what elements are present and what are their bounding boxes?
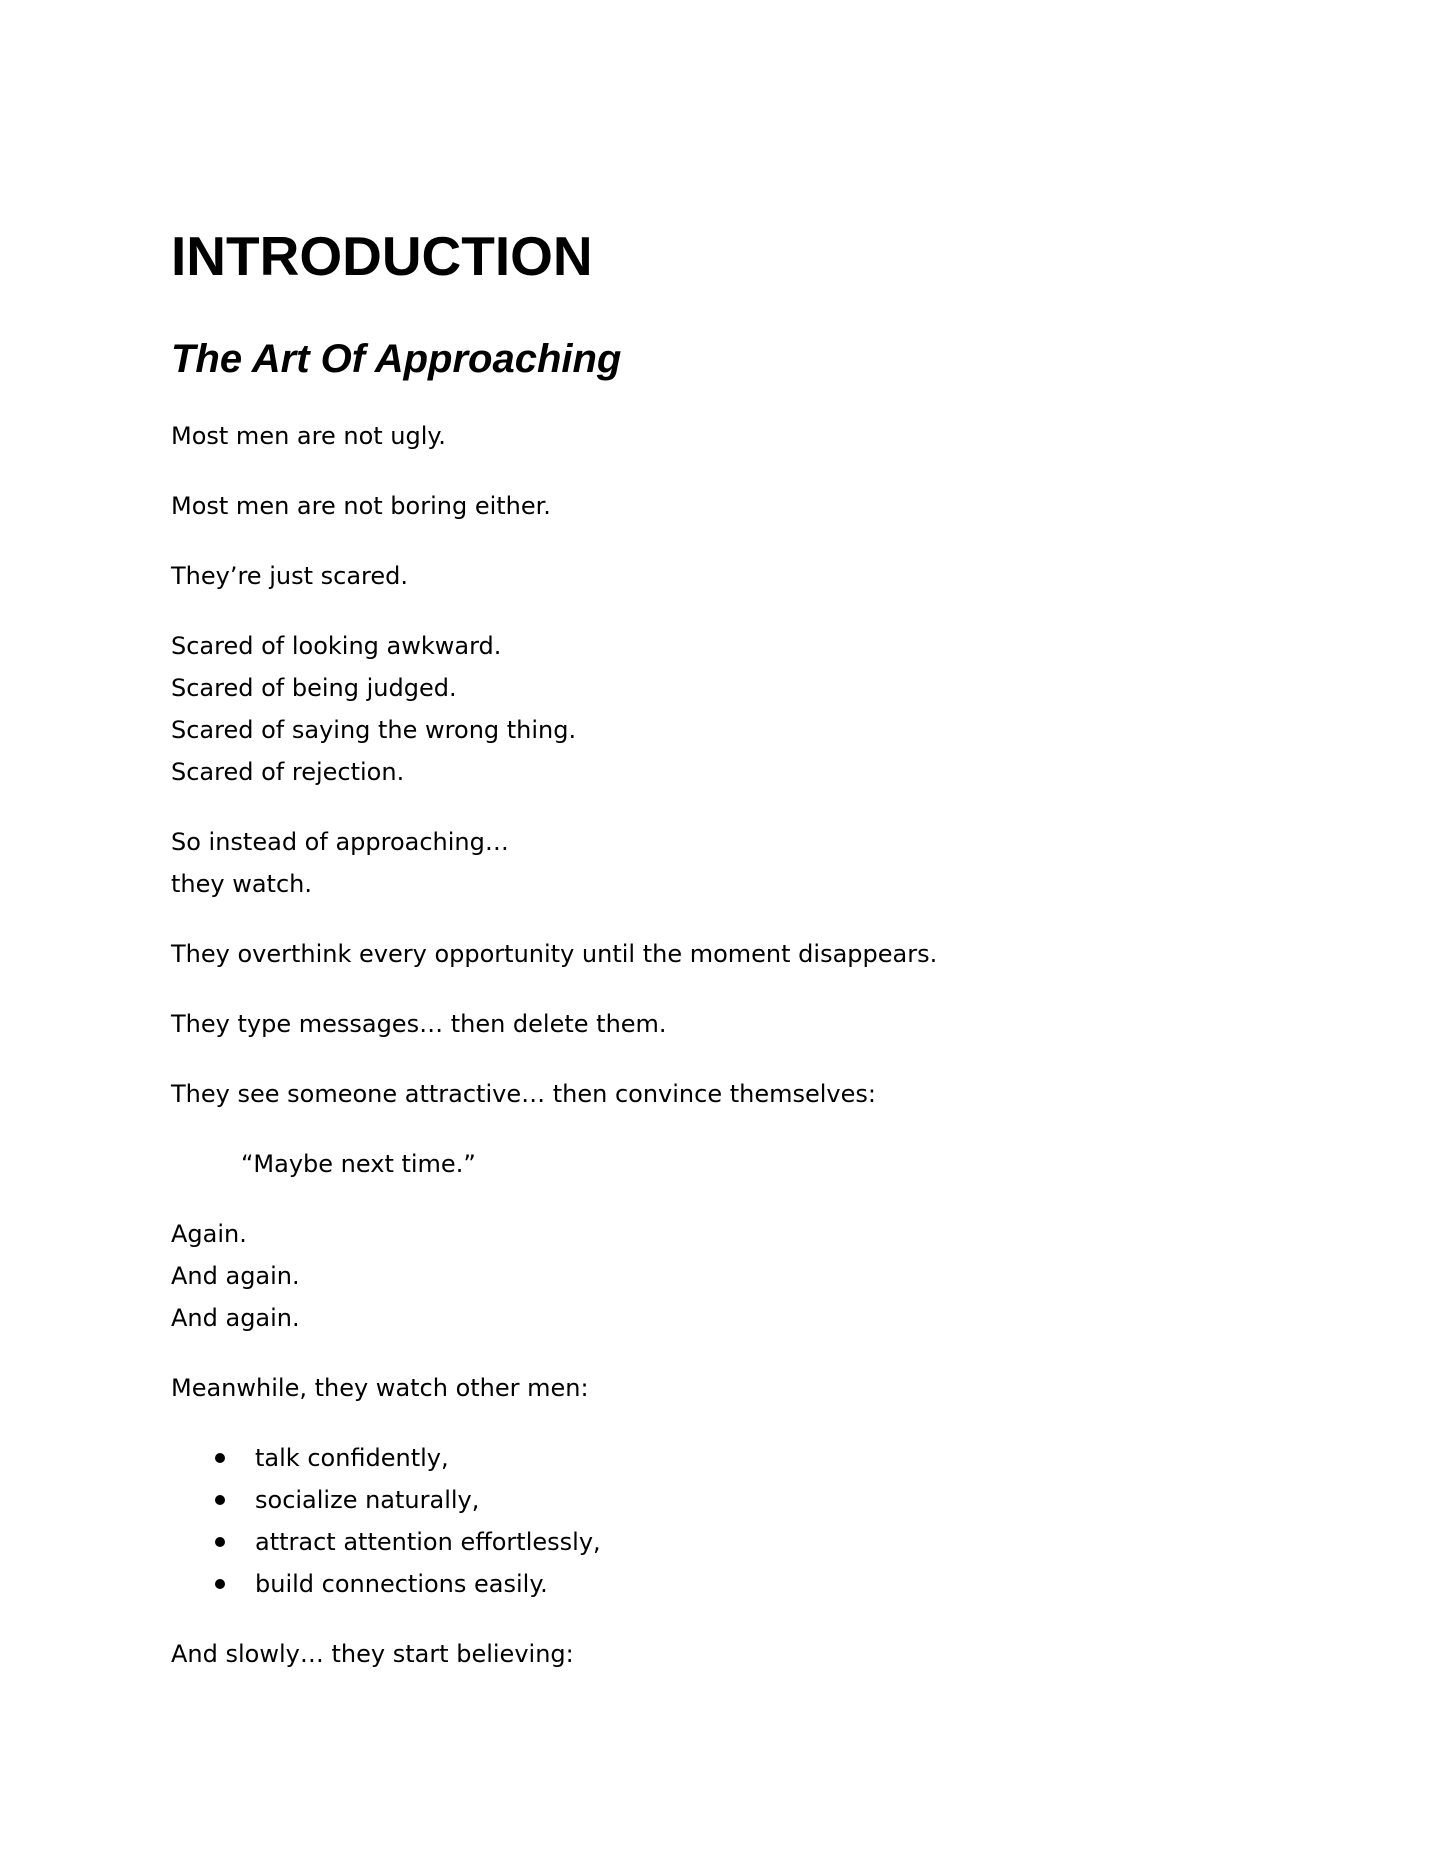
paragraph: [171, 1213, 1271, 1339]
text-line: Scared of saying the wrong thing.: [171, 716, 577, 744]
chapter-subheading: The Art Of Approaching: [171, 337, 622, 381]
text-line: Most men are not ugly.: [171, 422, 446, 450]
bullet-text: build connections easily.: [255, 1570, 548, 1598]
chapter-heading: INTRODUCTION: [171, 225, 593, 287]
paragraph: [171, 485, 1271, 527]
bullet-text: talk confidently,: [255, 1444, 449, 1472]
list-intro: Meanwhile, they watch other men:: [171, 1374, 589, 1402]
text-line: They type messages… then delete them.: [171, 1010, 667, 1038]
bullet-list: [171, 1437, 1271, 1605]
text-line: So instead of approaching…: [171, 828, 509, 856]
paragraph: [171, 555, 1271, 597]
paragraph: [171, 415, 1271, 457]
text-line: They see someone attractive… then convince themselves:: [171, 1080, 876, 1108]
bullet-icon: [215, 1537, 225, 1547]
text-line: Scared of looking awkward.: [171, 632, 502, 660]
quote-line: “Maybe next time.”: [241, 1150, 476, 1178]
text-line: They overthink every opportunity until the moment disappears.: [171, 940, 938, 968]
paragraph: [171, 933, 1271, 975]
closing-line: And slowly… they start believing:: [171, 1640, 574, 1668]
text-line: And again.: [171, 1262, 300, 1290]
bullet-text: attract attention effortlessly,: [255, 1528, 601, 1556]
text-line: Most men are not boring either.: [171, 492, 551, 520]
quote-paragraph: [171, 1143, 1271, 1185]
text-line: Scared of being judged.: [171, 674, 457, 702]
bullet-icon: [215, 1579, 225, 1589]
text-line: They’re just scared.: [171, 562, 408, 590]
text-line: Scared of rejection.: [171, 758, 405, 786]
bullet-text: socialize naturally,: [255, 1486, 480, 1514]
page-content: [171, 222, 1271, 1703]
body-text: [171, 415, 1271, 1675]
text-line: Again.: [171, 1220, 247, 1248]
text-line: they watch.: [171, 870, 312, 898]
paragraph: [171, 1073, 1271, 1115]
bullet-item: [171, 1563, 1271, 1605]
paragraph: [171, 1367, 1271, 1409]
paragraph: [171, 1003, 1271, 1045]
paragraph: [171, 625, 1271, 793]
paragraph: [171, 1633, 1271, 1675]
paragraph: [171, 821, 1271, 905]
bullet-item: [171, 1437, 1271, 1479]
bullet-item: [171, 1479, 1271, 1521]
bullet-icon: [215, 1495, 225, 1505]
text-line: And again.: [171, 1304, 300, 1332]
bullet-icon: [215, 1453, 225, 1463]
bullet-item: [171, 1521, 1271, 1563]
